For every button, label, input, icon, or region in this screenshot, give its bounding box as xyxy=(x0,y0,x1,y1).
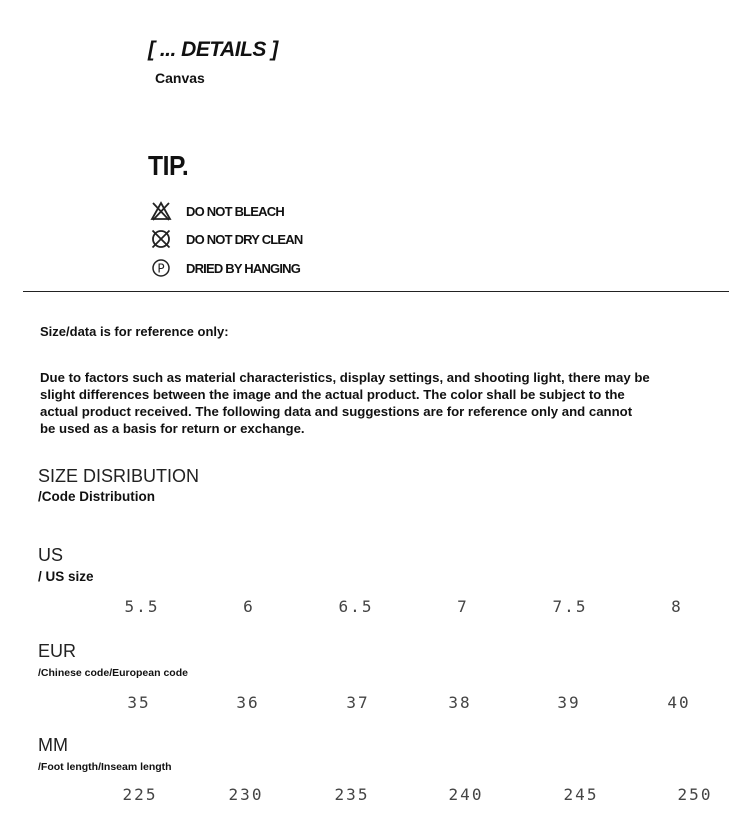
care-label: DO NOT BLEACH xyxy=(186,203,284,219)
us-subtitle: / US size xyxy=(38,569,94,584)
care-label: DO NOT DRY CLEAN xyxy=(186,231,303,247)
disclaimer-text: Due to factors such as material characteristics, display settings, and shooting light, there may be slight differences between the image and the actual product. The color shall be subject to the actual product received. The following data and suggestions are for reference only and cannot be used as a basis for return or exchange. xyxy=(40,370,650,436)
care-item-dried-by-hanging xyxy=(150,257,300,279)
care-item-no-dry-clean xyxy=(150,228,302,250)
eur-size-value: 36 xyxy=(236,693,260,712)
mm-subtitle: /Foot length/Inseam length xyxy=(38,761,172,773)
svg-text:P: P xyxy=(157,261,165,276)
eur-size-value: 37 xyxy=(346,693,370,712)
mm-size-value: 245 xyxy=(563,785,599,804)
no-dry-clean-icon xyxy=(150,228,172,250)
no-bleach-icon xyxy=(150,200,172,222)
eur-size-value: 38 xyxy=(448,693,472,712)
dry-clean-p-icon xyxy=(150,257,172,279)
mm-size-value: 235 xyxy=(334,785,370,804)
mm-title: MM xyxy=(38,735,68,755)
care-label: DRIED BY HANGING xyxy=(186,260,301,276)
eur-subtitle: /Chinese code/European code xyxy=(38,667,188,679)
eur-size-row xyxy=(0,693,750,715)
tip-title: TIP. xyxy=(148,150,189,181)
mm-size-value: 240 xyxy=(448,785,484,804)
mm-size-value: 250 xyxy=(677,785,713,804)
us-size-value: 7 xyxy=(457,597,469,616)
us-size-value: 6 xyxy=(243,597,255,616)
material-label: Canvas xyxy=(155,70,205,86)
mm-size-row xyxy=(0,785,750,807)
distribution-title: SIZE DISRIBUTION xyxy=(38,466,200,486)
distribution-subtitle: /Code Distribution xyxy=(38,489,155,504)
us-size-value: 5.5 xyxy=(124,597,160,616)
details-title: [ ... DETAILS ] xyxy=(148,38,278,61)
eur-size-value: 39 xyxy=(557,693,581,712)
section-divider xyxy=(23,291,729,292)
care-item-no-bleach xyxy=(150,200,284,222)
eur-title: EUR xyxy=(38,641,77,661)
us-size-row xyxy=(0,597,750,619)
us-title: US xyxy=(38,545,64,565)
us-size-value: 7.5 xyxy=(552,597,588,616)
us-size-value: 6.5 xyxy=(338,597,374,616)
eur-size-value: 40 xyxy=(667,693,691,712)
reference-title: Size/data is for reference only: xyxy=(40,324,229,339)
mm-size-value: 225 xyxy=(122,785,158,804)
eur-size-value: 35 xyxy=(127,693,151,712)
us-size-value: 8 xyxy=(671,597,683,616)
mm-size-value: 230 xyxy=(228,785,264,804)
